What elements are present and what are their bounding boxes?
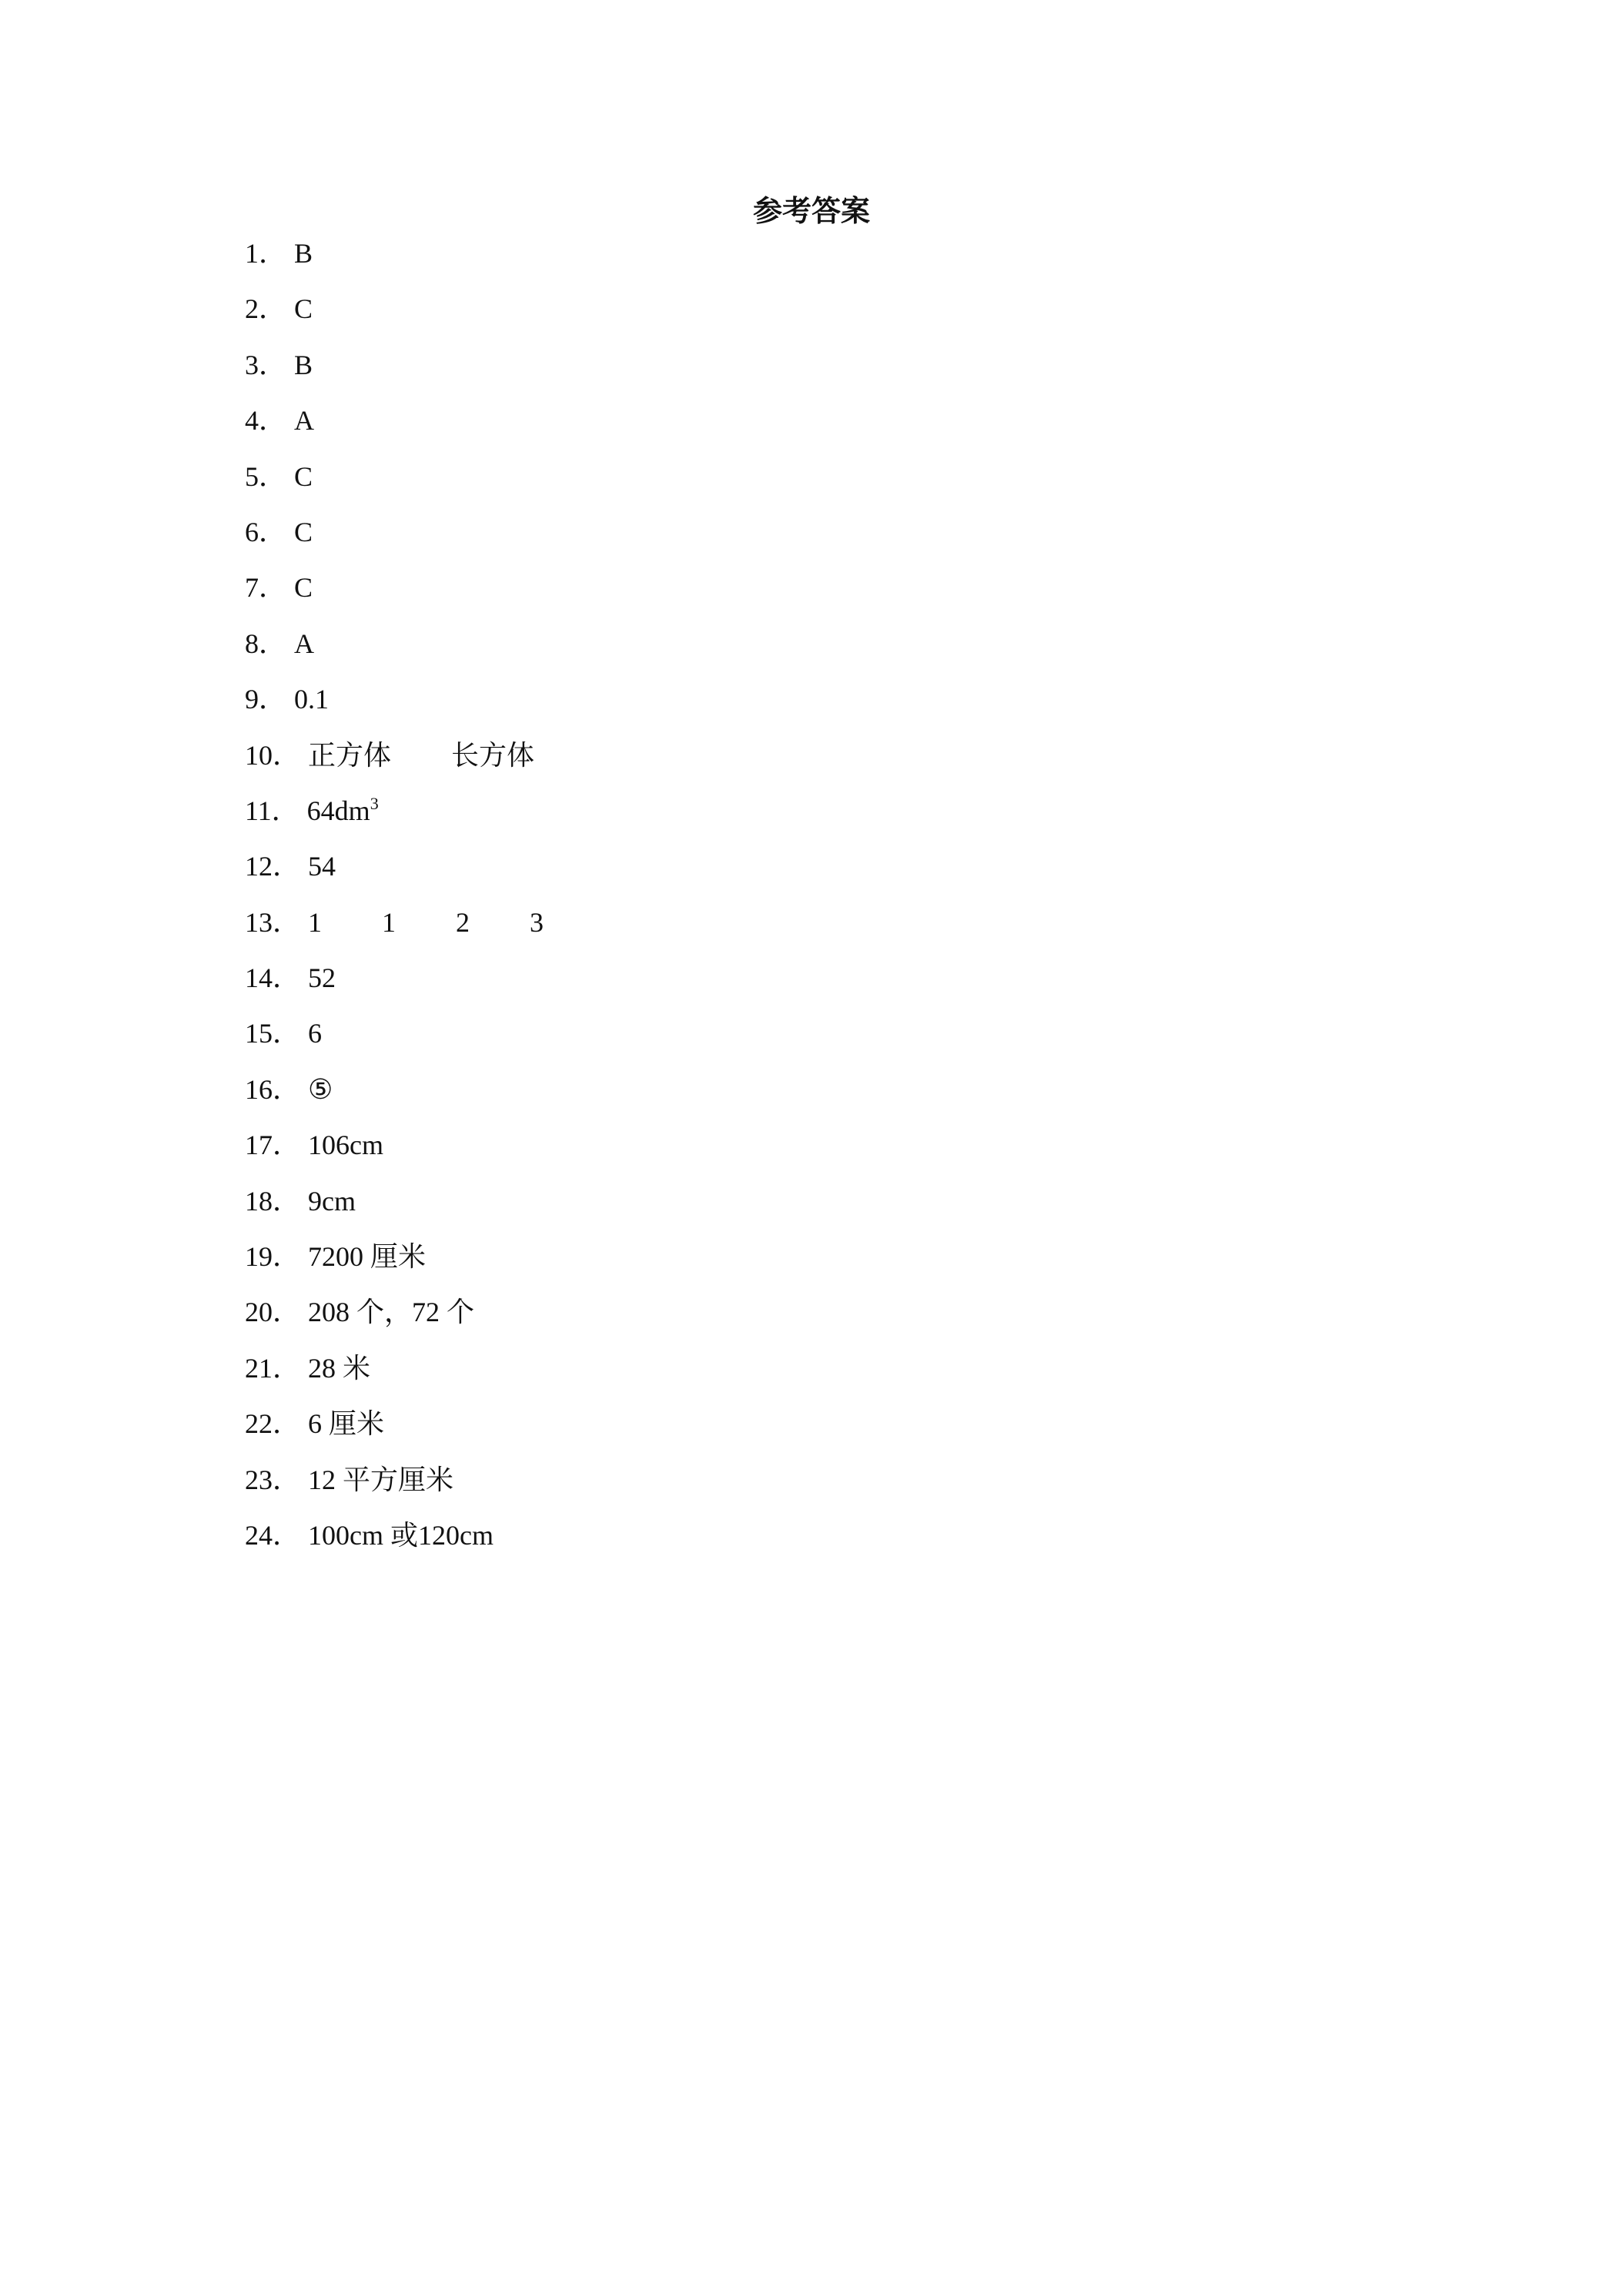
answer-number: 14． [245,962,301,994]
answer-item [245,626,544,681]
answer-text [308,960,336,996]
answer-value: 0.1 [294,684,330,715]
answer-text [308,1406,384,1441]
page-title: 参考答案 [752,196,870,228]
answer-superscript: 3 [370,793,379,813]
answer-item [245,570,544,625]
answer-part: 1 [308,906,323,938]
answer-part: 3 [530,906,544,938]
answer-text [308,738,534,773]
answer-value: A [294,628,315,659]
answer-text [308,1072,333,1107]
answer-part: 2 [456,906,470,938]
answer-item [245,347,544,403]
answer-item [245,1239,544,1294]
answer-part: 1 [382,906,397,938]
answer-text [294,681,329,717]
answer-item [245,1462,544,1518]
answer-item [245,1294,544,1350]
answer-item [245,960,544,1016]
answer-value: C [294,572,313,604]
answer-item [245,291,544,346]
answer-item [245,1016,544,1071]
answer-number: 18． [245,1185,301,1217]
answer-item [245,459,544,514]
answer-text [294,514,313,550]
answer-value: C [294,516,313,547]
answer-value: 100cm 或120cm [308,1519,494,1551]
answer-number: 17． [245,1130,301,1161]
answer-number: 1． [245,238,287,269]
answer-item [245,1350,544,1406]
answer-text [308,848,336,884]
answer-number: 6． [245,516,287,547]
answer-item [245,681,544,737]
answer-value: B [294,238,313,269]
answer-text [294,570,313,605]
answer-value: B [294,349,313,380]
answer-number: 5． [245,460,287,492]
answer-item [245,403,544,458]
answer-value: 7200 厘米 [308,1241,427,1273]
answer-number: 2． [245,293,287,325]
answer-number: 22． [245,1408,301,1440]
answer-number: 4． [245,405,287,437]
answer-value: 9cm [308,1185,356,1217]
answer-list [245,236,544,1573]
answer-number: 10． [245,739,301,771]
answer-part: 正方体 [308,739,392,771]
answer-item [245,1518,544,1573]
answer-value: 12 平方厘米 [308,1464,454,1495]
answer-number: 24． [245,1519,301,1551]
answer-text [294,236,313,271]
answer-text [308,1462,453,1498]
answer-number: 9． [245,684,287,715]
answer-number: 12． [245,851,301,882]
answer-value: 52 [308,962,336,994]
answer-number: 8． [245,628,287,659]
answer-number: 16． [245,1073,301,1105]
answer-number: 3． [245,349,287,380]
answer-part: 长方体 [451,739,535,771]
answer-item [245,1183,544,1239]
answer-number: 13． [245,906,301,938]
answer-text [308,1239,426,1274]
answer-item [245,1072,544,1127]
answer-text [294,291,313,326]
answer-value: A [294,405,315,437]
answer-item [245,236,544,291]
answer-item [245,793,544,848]
answer-value: C [294,460,313,492]
answer-text [307,793,379,828]
answer-item [245,1406,544,1461]
answer-number: 21． [245,1352,301,1384]
answer-value: C [294,293,313,325]
answer-item [245,1127,544,1183]
answer-number: 23． [245,1464,301,1495]
answer-text [308,1350,370,1386]
answer-number: 11． [245,795,300,826]
answer-item [245,514,544,570]
answer-item [245,905,544,960]
answer-item [245,848,544,904]
answer-value: 106cm [308,1130,383,1161]
answer-text [308,1183,356,1219]
answer-text [294,347,313,383]
answer-value: 54 [308,851,336,882]
answer-text [308,1127,383,1163]
answer-number: 7． [245,572,287,604]
answer-value: 64dm [306,795,370,826]
answer-text [294,626,314,661]
answer-value: 6 厘米 [308,1408,385,1440]
answer-item [245,738,544,793]
answer-number: 20． [245,1297,301,1328]
answer-value: 6 [308,1018,323,1049]
answer-text [308,1294,474,1330]
answer-number: 19． [245,1241,301,1273]
answer-text [308,1016,322,1051]
answer-number: 15． [245,1018,301,1049]
answer-value: 208 个，72 个 [308,1297,475,1328]
answer-text [308,905,544,940]
answer-text [294,459,313,494]
answer-value: 28 米 [308,1352,371,1384]
answer-text [308,1518,494,1553]
answer-value: ⑤ [308,1073,333,1105]
answer-text [294,403,314,438]
